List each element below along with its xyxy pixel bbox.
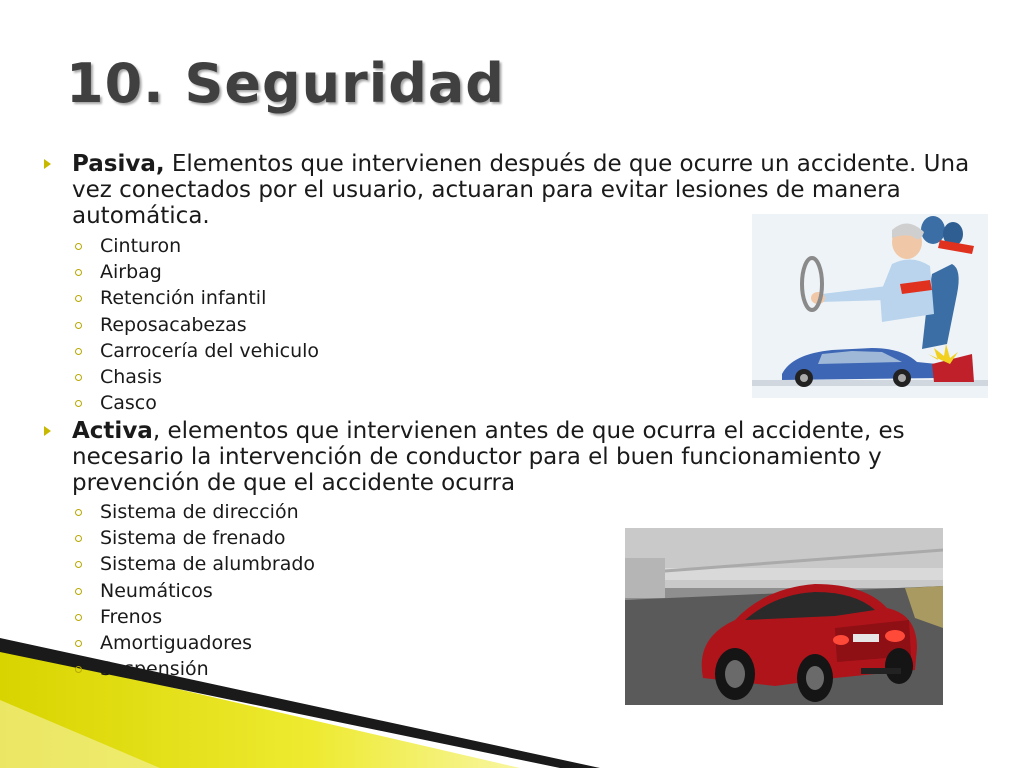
list-item-label: Carrocería del vehiculo xyxy=(100,339,320,362)
circle-bullet-icon xyxy=(75,561,82,568)
passive-safety-image xyxy=(752,214,988,398)
list-item-label: Neumáticos xyxy=(100,579,213,602)
circle-bullet-icon xyxy=(75,614,82,621)
list-item-label: Casco xyxy=(100,392,157,415)
circle-bullet-icon xyxy=(75,269,82,276)
list-item-label: Reposacabezas xyxy=(100,313,247,336)
list-item xyxy=(44,499,984,525)
circle-bullet-icon xyxy=(75,509,82,516)
triangle-bullet-icon xyxy=(44,426,51,436)
circle-bullet-icon xyxy=(75,640,82,647)
circle-bullet-icon xyxy=(75,374,82,381)
list-item-label: Chasis xyxy=(100,366,163,389)
list-item-label: Sistema de alumbrado xyxy=(100,553,316,576)
circle-bullet-icon xyxy=(75,400,82,407)
circle-bullet-icon xyxy=(75,295,82,302)
circle-bullet-icon xyxy=(75,243,82,250)
circle-bullet-icon xyxy=(75,666,82,673)
list-item-label: Suspensión xyxy=(100,658,209,681)
list-item-label: Airbag xyxy=(100,261,162,284)
triangle-bullet-icon xyxy=(44,159,51,169)
circle-bullet-icon xyxy=(75,535,82,542)
lead-bold: Pasiva, xyxy=(72,151,165,177)
list-item-label: Sistema de dirección xyxy=(100,501,299,523)
list-item-label: Frenos xyxy=(100,605,163,628)
lead-text: Elementos que intervienen después de que ocurre un accidente. Una vez conectados por el usuario, actuaran para evitar lesiones de manera automática. xyxy=(72,151,970,229)
circle-bullet-icon xyxy=(75,322,82,329)
lead-bold: Activa xyxy=(72,418,153,444)
list-item-label: Sistema de frenado xyxy=(100,527,286,550)
circle-bullet-icon xyxy=(75,348,82,355)
active-safety-car-image xyxy=(625,528,943,705)
lead-text: , elementos que intervienen antes de que ocurra el accidente, es necesario la intervención de conductor para el buen funcionamiento y prevención de que el accidente ocurra xyxy=(72,418,905,496)
list-item-label: Retención infantil xyxy=(100,287,267,310)
section-lead xyxy=(44,418,984,496)
circle-bullet-icon xyxy=(75,588,82,595)
list-item-label: Cinturon xyxy=(100,235,182,257)
list-item-label: Amortiguadores xyxy=(100,632,253,655)
slide-title: 10. Seguridad xyxy=(66,52,505,115)
